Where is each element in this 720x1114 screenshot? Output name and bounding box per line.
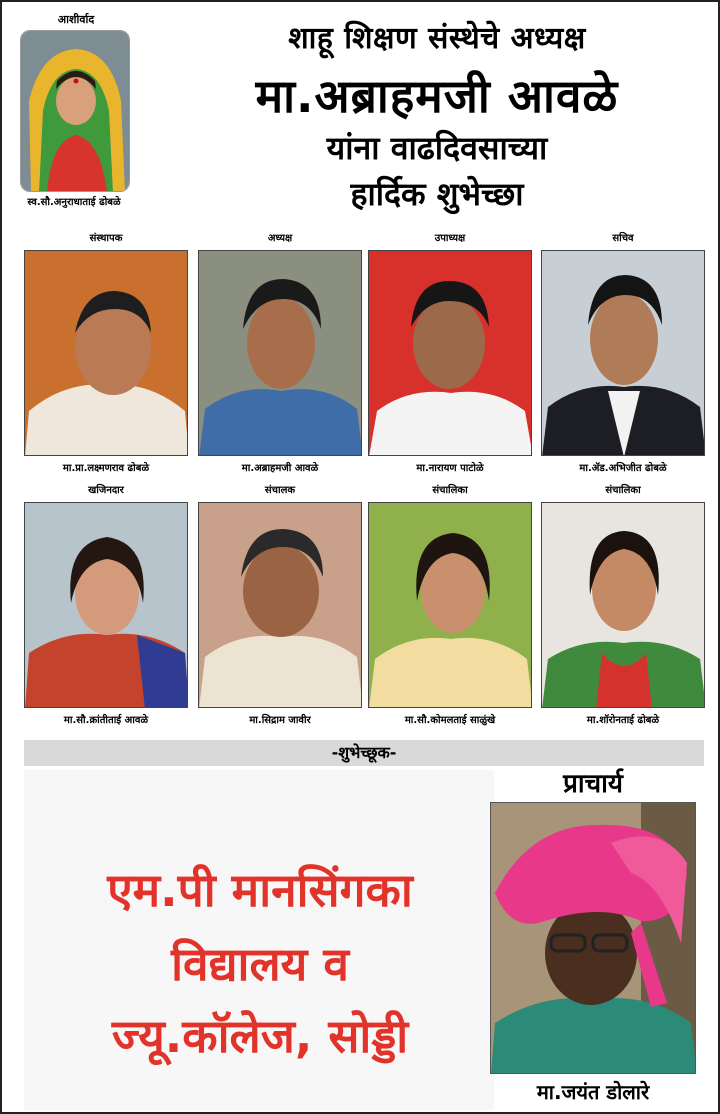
member-card xyxy=(368,482,532,732)
headline-person: मा.अब्राहमजी आवळे xyxy=(255,69,619,123)
member-name: मा.सौ.कोमलताई साळुंखे xyxy=(404,715,496,726)
member-role: संस्थापक xyxy=(89,233,123,244)
member-role: संचालक xyxy=(264,485,296,496)
members-row-1 xyxy=(2,230,720,480)
member-name: मा.शॉरोनताई ढोबळे xyxy=(586,715,660,726)
headline-wishes: हार्दिक शुभेच्छा xyxy=(350,175,524,213)
member-role: खजिनदार xyxy=(88,485,124,496)
principal-title: प्राचार्य xyxy=(563,769,623,799)
member-card xyxy=(198,482,362,732)
member-name: मा.प्रा.लक्ष्मणराव ढोबळे xyxy=(62,463,150,474)
headline-organization: शाहू शिक्षण संस्थेचे अध्यक्ष xyxy=(288,21,586,56)
member-name: मा.सौ.क्रांतीताई आवळे xyxy=(63,715,149,726)
member-name: मा.सिद्राम जावीर xyxy=(249,715,311,726)
member-photo xyxy=(24,502,188,708)
member-photo xyxy=(541,250,705,456)
school-name-line: विद्यालय व xyxy=(171,937,349,991)
member-name: मा.नारायण पाटोळे xyxy=(416,463,484,474)
blessing-portrait xyxy=(20,30,130,192)
member-card xyxy=(198,230,362,480)
wishers-label: -शुभेच्छूक- xyxy=(331,743,397,762)
member-card xyxy=(541,482,705,732)
member-photo xyxy=(198,502,362,708)
member-photo xyxy=(368,502,532,708)
member-name: मा.ॲड.अभिजीत ढोबळे xyxy=(579,463,667,474)
member-role: सचिव xyxy=(612,233,634,244)
member-card xyxy=(541,230,705,480)
member-photo xyxy=(198,250,362,456)
member-card xyxy=(368,230,532,480)
school-name-line: ज्यू.कॉलेज, सोड्डी xyxy=(111,1009,409,1063)
member-card xyxy=(24,230,188,480)
member-photo xyxy=(541,502,705,708)
member-role: संचालिका xyxy=(605,485,641,496)
member-role: संचालिका xyxy=(432,485,468,496)
member-photo xyxy=(24,250,188,456)
principal-photo xyxy=(490,802,696,1074)
member-role: अध्यक्ष xyxy=(267,233,293,244)
members-row-2 xyxy=(2,482,720,732)
blessing-label: आशीर्वाद xyxy=(57,13,95,26)
member-card xyxy=(24,482,188,732)
school-name-line: एम.पी मानसिंगका xyxy=(107,863,413,917)
member-name: मा.अब्राहमजी आवळे xyxy=(241,463,319,474)
blessing-name: स्व.सौ.अनुराधाताई ढोबळे xyxy=(27,197,121,208)
headline-birthday: यांना वाढदिवसाच्या xyxy=(326,129,548,167)
member-photo xyxy=(368,250,532,456)
principal-name: मा.जयंत डोलारे xyxy=(536,1080,650,1104)
member-role: उपाध्यक्ष xyxy=(434,233,466,244)
